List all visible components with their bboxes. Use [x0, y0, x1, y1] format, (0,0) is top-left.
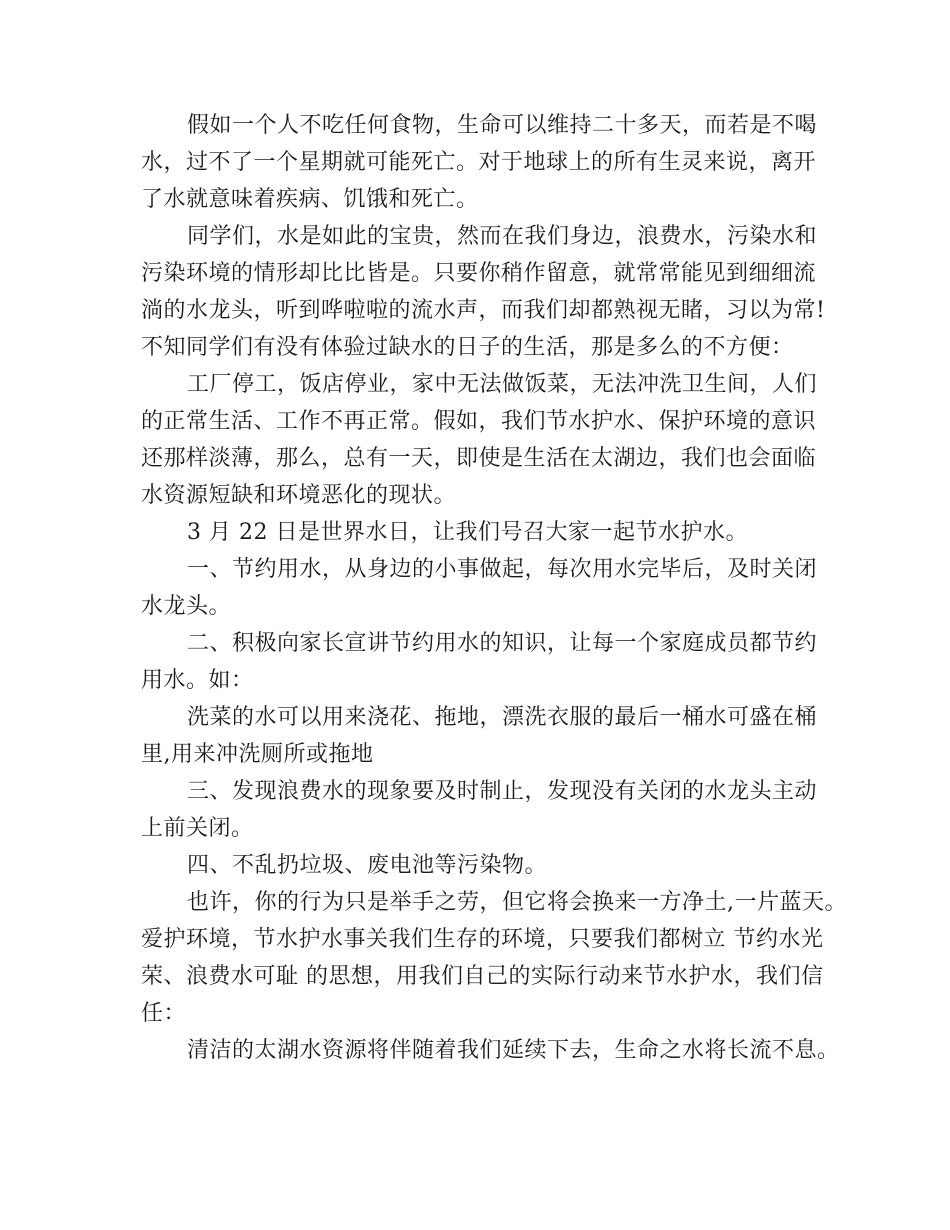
- text-line: 污染环境的情形却比比皆是。只要你稍作留意，就常常能见到细细流: [141, 261, 817, 286]
- text-line: 上前关闭。: [141, 816, 254, 841]
- text-line: 还那样淡薄，那么，总有一天，即使是生活在太湖边，我们也会面临: [141, 446, 817, 471]
- text-line: 同学们，水是如此的宝贵，然而在我们身边，浪费水，污染水和: [187, 224, 818, 249]
- text-line: 水，过不了一个星期就可能死亡。对于地球上的所有生灵来说，离开: [141, 150, 817, 175]
- text-line: 荣、浪费水可耻 的思想，用我们自己的实际行动来节水护水，我们信: [141, 964, 824, 989]
- text-line: 工厂停工，饭店停业，家中无法做饭菜，无法冲洗卫生间，人们: [187, 372, 818, 397]
- text-line: 3 月 22 日是世界水日，让我们号召大家一起节水护水。: [187, 520, 748, 545]
- text-line: 二、积极向家长宣讲节约用水的知识，让每一个家庭成员都节约: [187, 631, 818, 656]
- text-line: 的正常生活、工作不再正常。假如，我们节水护水、保护环境的意识: [141, 409, 817, 434]
- text-line: 清洁的太湖水资源将伴随着我们延续下去，生命之水将长流不息。: [187, 1038, 840, 1063]
- text-line: 水龙头。: [141, 594, 232, 619]
- text-line: 假如一个人不吃任何食物，生命可以维持二十多天，而若是不喝: [187, 113, 818, 138]
- text-line: 用水。如：: [141, 668, 254, 693]
- text-line: 爱护环境，节水护水事关我们生存的环境，只要我们都树立 节约水光: [141, 927, 824, 952]
- text-line: 不知同学们有没有体验过缺水的日子的生活，那是多么的不方便：: [141, 335, 794, 360]
- text-line: 水资源短缺和环境恶化的现状。: [141, 483, 457, 508]
- text-line: 淌的水龙头，听到哗啦啦的流水声，而我们却都熟视无睹，习以为常!: [141, 298, 826, 323]
- text-line: 一、节约用水，从身边的小事做起，每次用水完毕后，及时关闭: [187, 557, 818, 582]
- text-line: 三、发现浪费水的现象要及时制止，发现没有关闭的水龙头主动: [187, 779, 818, 804]
- text-line: 也许，你的行为只是举手之劳，但它将会换来一方净土,一片蓝天。: [187, 890, 847, 915]
- text-line: 洗菜的水可以用来浇花、拖地，漂洗衣服的最后一桶水可盛在桶: [187, 705, 818, 730]
- text-line: 了水就意味着疾病、饥饿和死亡。: [141, 187, 479, 212]
- text-line: 四、不乱扔垃圾、废电池等污染物。: [187, 853, 548, 878]
- text-line: 任：: [141, 1001, 187, 1026]
- text-line: 里,用来冲洗厕所或拖地: [141, 742, 374, 767]
